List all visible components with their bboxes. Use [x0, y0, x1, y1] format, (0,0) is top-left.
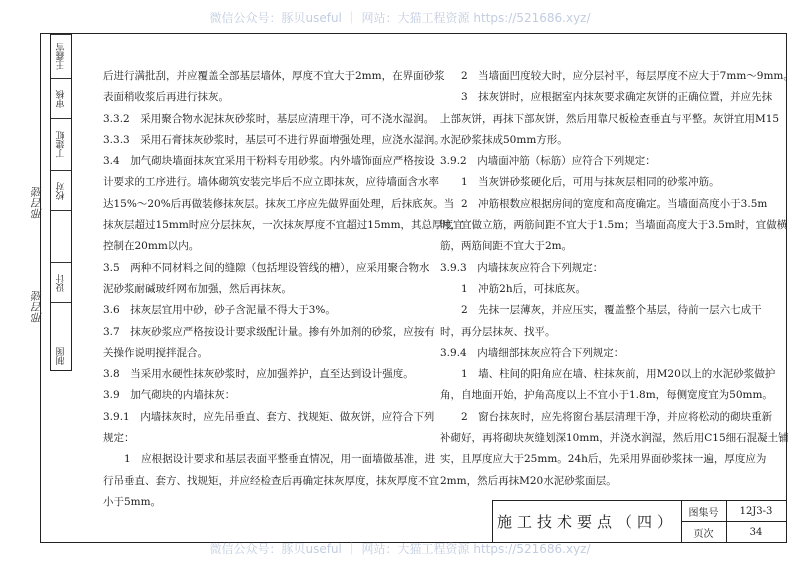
text-line: 3.9.3 内墙抹灰应符合下列规定： — [440, 261, 604, 274]
text-line: 3.3.3 采用石膏抹灰砂浆时，基层可不进行界面增强处理，应浇水湿润。 — [103, 133, 445, 146]
text-line: 2mm，然后再抹M20水泥砂浆面层。 — [440, 474, 617, 487]
text-line: 实，且厚度应大于25mm。24h后，先采用界面砂浆抹一遍，厚度应为 — [440, 453, 767, 466]
signature-designer: 邢召磋 — [31, 290, 44, 323]
strip-cell-sign1 — [51, 210, 71, 263]
text-line: 筋，两筋间距不宜大于2m。 — [440, 240, 573, 253]
text-line: 3.5 两种不同材料之间的缝隙（包括埋设管线的槽），应采用聚合物水 — [103, 261, 430, 274]
text-line: 抹灰层超过15mm时应分层抹灰，一次抹灰厚度不宜超过15mm，其总厚度宜 — [103, 219, 464, 232]
text-line: 表面稍收浆后再进行抹灰。 — [103, 91, 229, 104]
text-line: 3.3.2 采用聚合物水泥抹灰砂浆时，基层应清理干净，可不浇水湿润。 — [103, 112, 435, 125]
text-line: 行吊垂直、套方、找规矩，并应经检查后再确定抹灰厚度，抹灰厚度不宜 — [103, 474, 439, 487]
strip-cell-review: 审核 — [51, 78, 71, 119]
text-line: 1 墙、柱间的阳角应在墙、柱抹灰前，用M20以上的水泥砂浆做护 — [440, 368, 776, 381]
strip-cell-reviewer: 丁建虹 — [51, 118, 71, 171]
text-line: 上部灰饼，再抹下部灰饼，然后用靠尺板检查垂直与平整。灰饼宜用M15 — [440, 112, 780, 125]
text-line: 水泥砂浆抹成50mm方形。 — [440, 133, 568, 146]
page-number-value: 34 — [749, 526, 763, 538]
text-line: 3.9.2 内墙面冲筋（标筋）应符合下列规定： — [440, 155, 656, 168]
text-line: 规定： — [103, 432, 135, 445]
text-line: 时，再分层抹灰、找平。 — [440, 325, 556, 338]
text-line: 2 窗台抹灰时，应先将窗台基层清理干净，并应将松动的砌块重新 — [440, 410, 773, 423]
atlas-number-value: 12J3-3 — [726, 501, 786, 522]
text-line: 小于5mm。 — [103, 495, 162, 508]
atlas-number-label: 图集号 — [681, 501, 727, 522]
right-column — [440, 66, 794, 492]
text-line: 3 抹灰饼时，应根据室内抹灰要求确定灰饼的正确位置，并应先抹 — [440, 91, 773, 104]
watermark-top: 微信公众号：豚贝useful ｜ 网站：大猫工程资源 https://521686.xyz/ — [209, 11, 591, 25]
text-line: 2 冲筋根数应根据房间的宽度和高度确定。当墙面高度小于3.5m — [440, 197, 768, 210]
text-line: 3.9 加气砌块的内墙抹灰： — [103, 389, 236, 402]
watermark-bottom: 微信公众号：豚贝useful ｜ 网站：大猫工程资源 https://521686.xyz/ — [209, 542, 591, 556]
strip-cell-approver: 王鑫雪 — [51, 34, 71, 79]
sheet-title: 施工技术要点（四） — [493, 501, 682, 542]
text-line: 达15%～20%后再做装修抹灰层。抹灰工序应先做界面处理，后抹底灰。当 — [103, 197, 455, 210]
strip-cell-drawing: 制图 — [56, 347, 67, 365]
text-line: 补砌好，再将砌块灰缝划深10mm，并浇水润湿，然后用C15细石混凝土铺 — [440, 432, 789, 445]
strip-cell-check: 校对 — [51, 170, 71, 211]
left-column — [103, 66, 464, 513]
text-line: 2 当墙面凹度较大时，应分层衬平，每层厚度不应大于7mm～9mm。 — [440, 70, 794, 82]
text-line: 计要求的工序进行。墙体砌筑安装完毕后不应立即抹灰，应待墙面含水率 — [103, 176, 439, 189]
text-line: 3.4 加气砌块墙面抹灰宜采用干粉料专用砂浆。内外墙饰面应严格按设 — [103, 155, 435, 168]
text-line: 泥砂浆耐碱玻纤网布加强，然后再抹灰。 — [103, 282, 292, 295]
strip-cell-sign2 — [51, 302, 71, 343]
text-line: 3.7 抹灰砂浆应严格按设计要求级配计量。掺有外加剂的砂浆，应按有 — [103, 325, 435, 338]
signature-checker: 邢召磋 — [31, 186, 44, 219]
title-block — [492, 500, 787, 543]
text-line: 1 当灰饼砂浆硬化后，可用与抹灰层相同的砂浆冲筋。 — [440, 176, 720, 189]
signature-strip — [50, 33, 72, 371]
strip-cell-design: 设计 — [51, 262, 71, 303]
text-line: 后进行满批刮，并应覆盖全部基层墙体，厚度不宜大于2mm，在界面砂浆 — [103, 70, 445, 82]
text-line: 角，自地面开始，护角高度以上不宜小于1.8m，每侧宽度宜为50mm。 — [440, 389, 773, 402]
text-line: 3.6 抹灰层宜用中砂，砂子含泥量不得大于3%。 — [103, 304, 336, 317]
text-line: 时，宜做立筋，两筋间距不宜大于1.5m；当墙面高度大于3.5m时，宜做横 — [440, 219, 788, 232]
text-line: 2 先抹一层薄灰，并应压实，覆盖整个基层，待前一层六七成干 — [440, 304, 762, 317]
page-number-label: 页次 — [681, 522, 727, 542]
text-line: 3.8 当采用水硬性抹灰砂浆时，应加强养护，直至达到设计强度。 — [103, 368, 414, 381]
text-line: 1 应根据设计要求和基层表面平整垂直情况，用一面墙做基准，进 — [103, 453, 436, 466]
text-line: 关操作说明搅拌混合。 — [103, 346, 208, 359]
text-line: 控制在20mm以内。 — [103, 240, 200, 253]
text-line: 3.9.1 内墙抹灰时，应先吊垂直、套方、找规矩、做灰饼，应符合下列 — [103, 410, 435, 423]
text-line: 1 冲筋2h后，可抹底灰。 — [440, 282, 587, 295]
text-line: 3.9.4 内墙细部抹灰应符合下列规定： — [440, 346, 625, 359]
